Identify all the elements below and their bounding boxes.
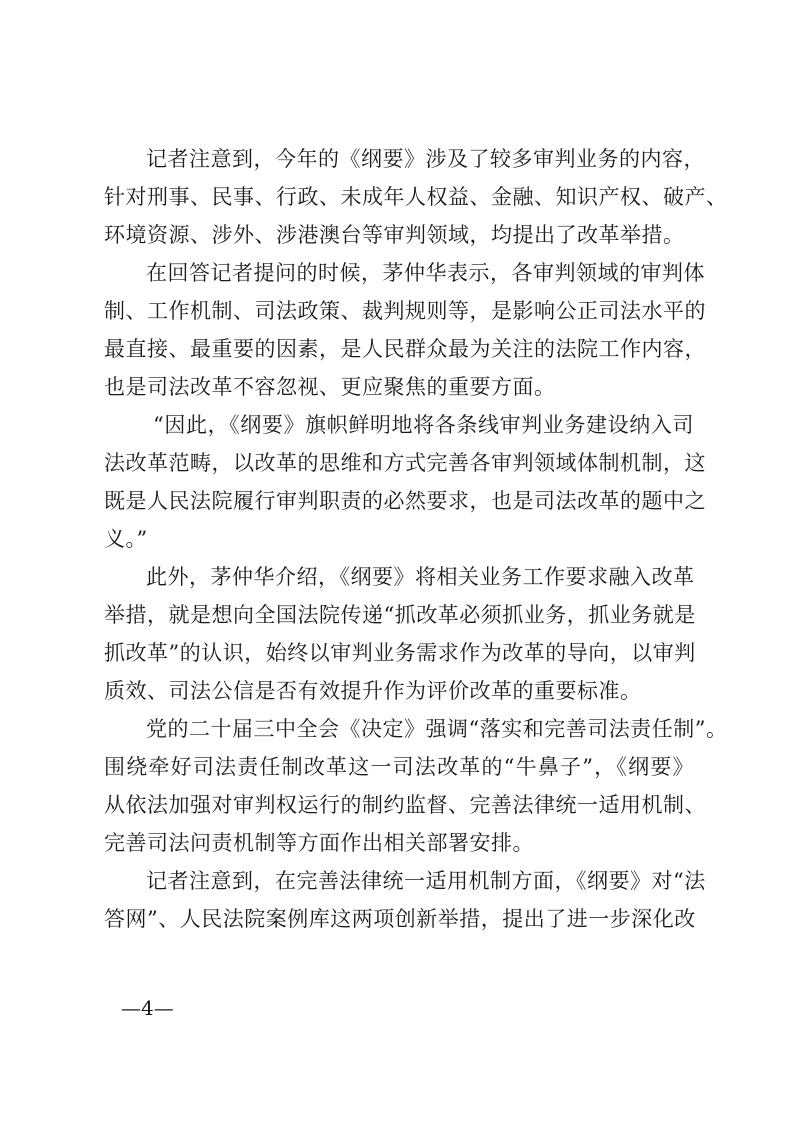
text-line: 在回答记者提问的时候，茅仲华表示，各审判领域的审判体 [146,261,705,285]
text-line: “因此，《纲要》旗帜鲜明地将各条线审判业务建设纳入司 [153,413,694,437]
body-text [104,140,728,938]
text-line: 最直接、最重要的因素，是人民群众最为关注的法院工作内容， [104,337,706,361]
text-line: 既是人民法院履行审判职责的必然要求，也是司法改革的题中之 [104,489,706,513]
text-line: 从依法加强对审判权运行的制约监督、完善法律统一适用机制、 [104,793,706,817]
text-line: 也是司法改革不容忽视、更应聚焦的重要方面。 [104,375,556,399]
text-line: 答网”、人民法院案例库这两项创新举措，提出了进一步深化改 [104,907,696,931]
text-line: 围绕牵好司法责任制改革这一司法改革的“牛鼻子”，《纲要》 [104,755,694,779]
text-line: 记者注意到，在完善法律统一适用机制方面，《纲要》对“法 [146,869,706,893]
text-line: 法改革范畴，以改革的思维和方式完善各审判领域体制机制，这 [104,451,706,475]
text-line: 环境资源、涉外、涉港澳台等审判领域，均提出了改革举措。 [104,223,685,247]
text-line: 义。” [104,527,148,551]
page-number: —4— [121,996,174,1020]
text-line: 此外，茅仲华介绍，《纲要》将相关业务工作要求融入改革 [146,565,695,589]
text-line: 完善司法问责机制等方面作出相关部署安排。 [104,831,534,855]
text-line: 针对刑事、民事、行政、未成年人权益、金融、知识产权、破产、 [104,185,728,209]
text-line: 党的二十届三中全会《决定》强调“落实和完善司法责任制”。 [146,717,728,741]
text-line: 记者注意到，今年的《纲要》涉及了较多审判业务的内容， [146,147,705,171]
text-line: 质效、司法公信是否有效提升作为评价改革的重要标准。 [104,679,642,703]
text-line: 举措，就是想向全国法院传递“抓改革必须抓业务，抓业务就是 [104,603,696,627]
text-line: 抓改革”的认识，始终以审判业务需求作为改革的导向，以审判 [104,641,696,665]
text-line: 制、工作机制、司法政策、裁判规则等，是影响公正司法水平的 [104,299,706,323]
